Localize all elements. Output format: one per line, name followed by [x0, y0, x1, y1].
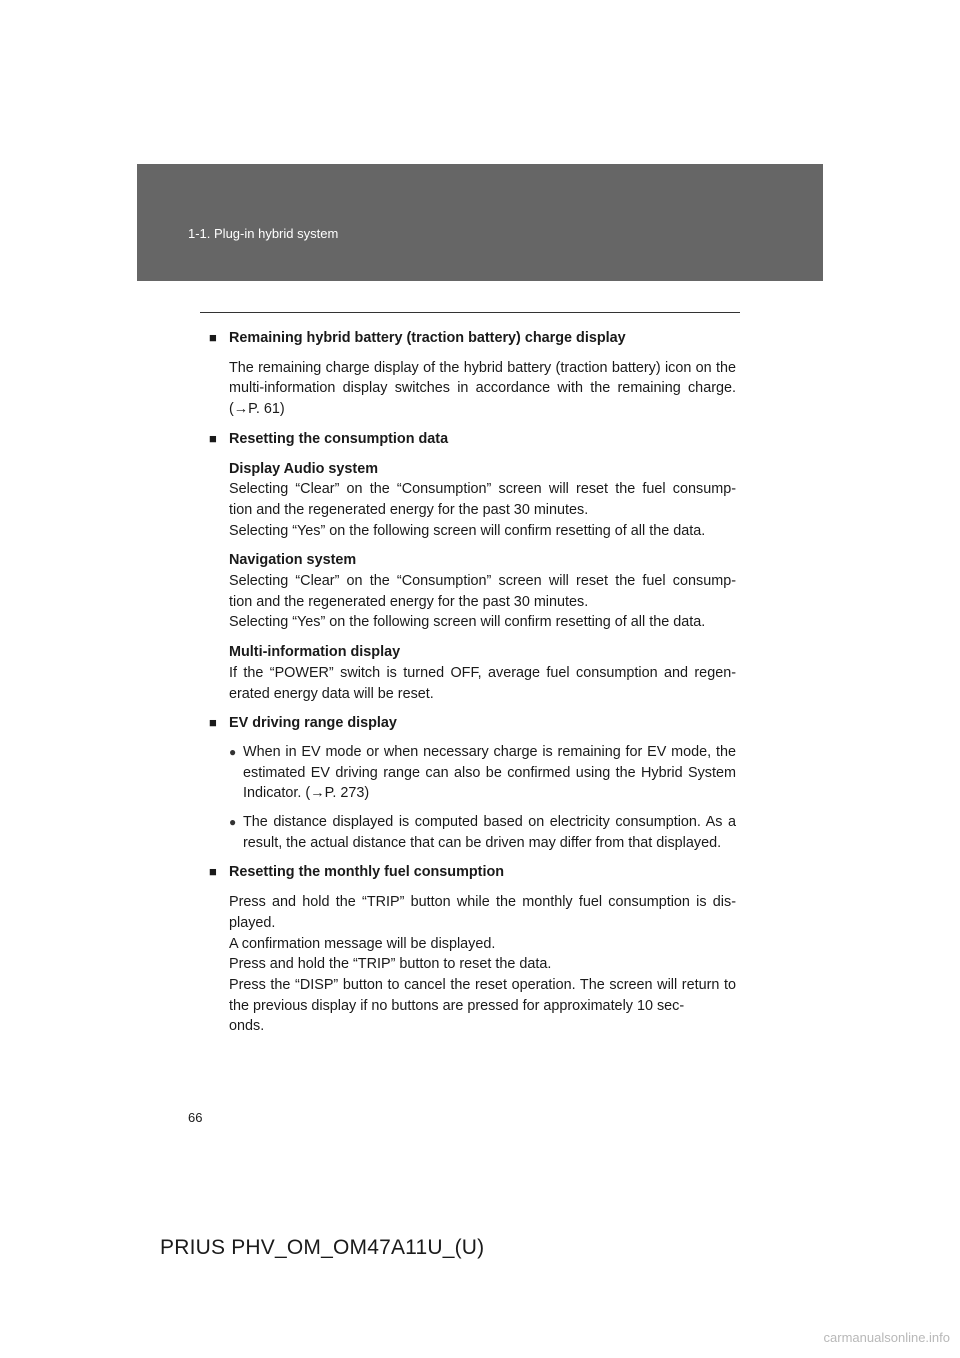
section-heading — [209, 328, 736, 349]
list-item-text: The distance displayed is computed based on electricity consumption. As a result, the actual distance that can be driven may differ from that displayed. — [243, 814, 736, 851]
document-id: PRIUS PHV_OM_OM47A11U_(U) — [160, 1236, 485, 1259]
text-line: A confirmation message will be displayed. — [229, 935, 496, 952]
section-paragraph: The remaining charge display of the hybrid battery (traction battery) icon on the multi-information display switches in accordance with the remaining charge. (→P. 61) — [229, 359, 736, 418]
text-line: Selecting “Yes” on the following screen will confirm resetting of all the data. — [229, 614, 706, 631]
section-title: Remaining hybrid battery (traction battery) charge display — [229, 330, 626, 346]
page-number: 66 — [188, 1110, 203, 1125]
text-line: Selecting “Yes” on the following screen will confirm resetting of all the data. — [229, 522, 706, 539]
list-item-text: When in EV mode or when necessary charge is remaining for EV mode, the estimated EV driving range can also be confirmed using the Hybrid System Indicator. (→P. 273) — [243, 743, 736, 802]
section-title: Resetting the consumption data — [229, 430, 449, 447]
text-line: Selecting “Clear” on the “Consumption” screen will reset the fuel consump- — [229, 481, 736, 498]
text-line: Press and hold the “TRIP” button to reset the data. — [229, 956, 552, 973]
square-bullet-icon: ■ — [209, 330, 217, 345]
subsection-title: Display Audio system — [229, 460, 379, 477]
round-bullet-icon: ● — [229, 744, 237, 759]
subsection-block — [229, 642, 736, 704]
section-heading — [209, 862, 736, 883]
square-bullet-icon: ■ — [209, 430, 217, 446]
square-bullet-icon: ■ — [209, 864, 217, 880]
section-heading — [209, 713, 736, 734]
round-bullet-icon: ● — [229, 815, 237, 830]
section-title: EV driving range display — [229, 715, 397, 732]
header-band — [137, 164, 823, 281]
subsection-title: Multi-information display — [229, 644, 401, 661]
text-line: erated energy data will be reset. — [229, 685, 434, 702]
section-title: Resetting the monthly fuel consumption — [229, 864, 505, 881]
text-line: Selecting “Clear” on the “Consumption” screen will reset the fuel consump- — [229, 573, 736, 590]
square-bullet-icon: ■ — [209, 715, 217, 731]
section-label: 1-1. Plug-in hybrid system — [188, 226, 339, 241]
text-line: tion and the regenerated energy for the past 30 minutes. — [229, 501, 589, 518]
subsection-block — [229, 550, 736, 633]
section-paragraph — [229, 892, 736, 1037]
divider-rule — [200, 312, 740, 313]
list-item — [229, 742, 736, 804]
text-line: Press the “DISP” button to cancel the reset operation. The screen will return to the previous display if no buttons are pressed for approximately 10 sec- — [229, 976, 736, 1014]
text-line: If the “POWER” switch is turned OFF, average fuel consumption and regen- — [229, 664, 736, 681]
list-item — [229, 812, 736, 853]
page-content — [209, 328, 736, 1037]
text-line: played. — [229, 914, 276, 931]
watermark: carmanualsonline.info — [823, 1330, 950, 1345]
subsection-title: Navigation system — [229, 552, 357, 569]
subsection-block — [229, 459, 736, 542]
section-heading — [209, 429, 736, 450]
text-line: Press and hold the “TRIP” button while the monthly fuel consumption is dis- — [229, 894, 736, 911]
text-line: onds. — [229, 1018, 265, 1035]
text-line: tion and the regenerated energy for the past 30 minutes. — [229, 593, 589, 610]
